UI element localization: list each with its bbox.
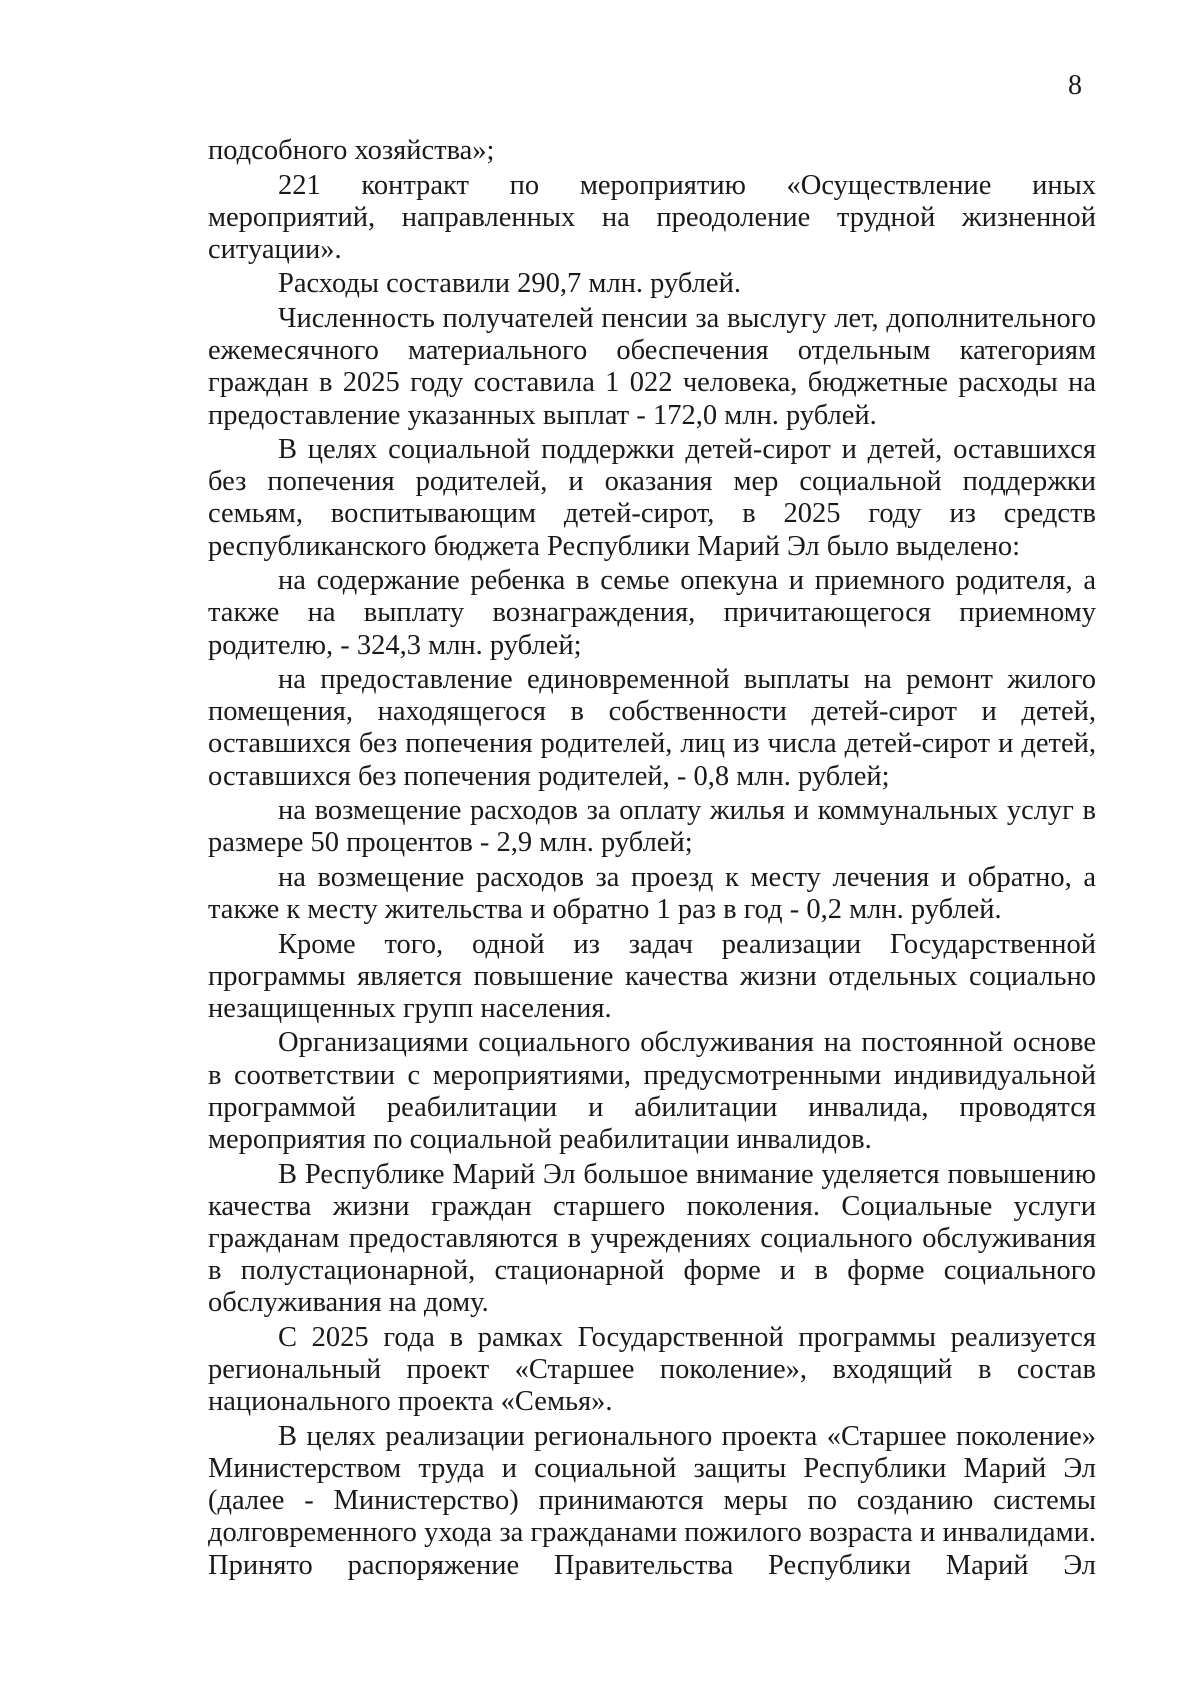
document-body [208,135,1096,1584]
paragraph-elderly-quality: В Республике Марий Эл большое внимание уделяется повышению качества жизни граждан старшего поколения. Социальные услуги гражданам предоставляются в учреждениях социального обслуживания в полустационарной, стационарной форме и в форме социального обслуживания на дому. [208,1158,1096,1319]
paragraph-rehabilitation: Организациями социального обслуживания на постоянной основе в соответствии с мероприятиями, предусмотренными индивидуальной программой реабилитации и абилитации инвалида, проводятся мероприятия по социальной реабилитации инвалидов. [208,1027,1096,1156]
paragraph-program-tasks: Кроме того, одной из задач реализации Государственной программы является повышение качества жизни отдельных социально незащищенных групп населения. [208,928,1096,1024]
paragraph-housing-repair: на предоставление единовременной выплаты на ремонт жилого помещения, находящегося в собственности детей-сирот и детей, оставшихся без попечения родителей, лиц из числа детей-сирот и детей, оставшихся без попечения родителей, - 0,8 млн. рублей; [208,664,1096,792]
paragraph-utilities-compensation: на возмещение расходов за оплату жилья и коммунальных услуг в размере 50 процентов - 2,9 млн. рублей; [208,795,1096,859]
page-number: 8 [1068,70,1082,101]
paragraph-expenses: Расходы составили 290,7 млн. рублей. [278,268,741,300]
paragraph-child-maintenance: на содержание ребенка в семье опекуна и приемного родителя, а также на выплату вознаграждения, причитающегося приемному родителю, - 324,3 млн. рублей; [208,565,1096,661]
paragraph-subsidiary-farm: подсобного хозяйства»; [208,135,495,166]
paragraph-contracts: 221 контракт по мероприятию «Осуществление иных мероприятий, направленных на преодоление трудной жизненной ситуации». [208,169,1096,265]
paragraph-orphans-support: В целях социальной поддержки детей-сирот и детей, оставшихся без попечения родителей, и оказания мер социальной поддержки семьям, воспитывающим детей-сирот, в 2025 году из средств республиканского бюджета Республики Марий Эл было выделено: [208,434,1096,562]
paragraph-pension-recipients: Численность получателей пенсии за выслугу лет, дополнительного ежемесячного материального обеспечения отдельным категориям граждан в 2025 году составила 1 022 человека, бюджетные расходы на предоставление указанных выплат - 172,0 млн. рублей. [208,302,1096,431]
paragraph-long-term-care: В целях реализации регионального проекта «Старшее поколение» Министерством труда и социальной защиты Республики Марий Эл (далее - Министерство) принимаются меры по созданию системы долговременного ухода за гражданами пожилого возраста и инвалидами. Принято распоряжение Правительства Республики Марий Эл [208,1420,1096,1581]
paragraph-regional-project: С 2025 года в рамках Государственной программы реализуется региональный проект «Старшее поколение», входящий в состав национального проекта «Семья». [208,1321,1096,1418]
paragraph-travel-compensation: на возмещение расходов за проезд к месту лечения и обратно, а также к месту жительства и обратно 1 раз в год - 0,2 млн. рублей. [208,861,1096,926]
